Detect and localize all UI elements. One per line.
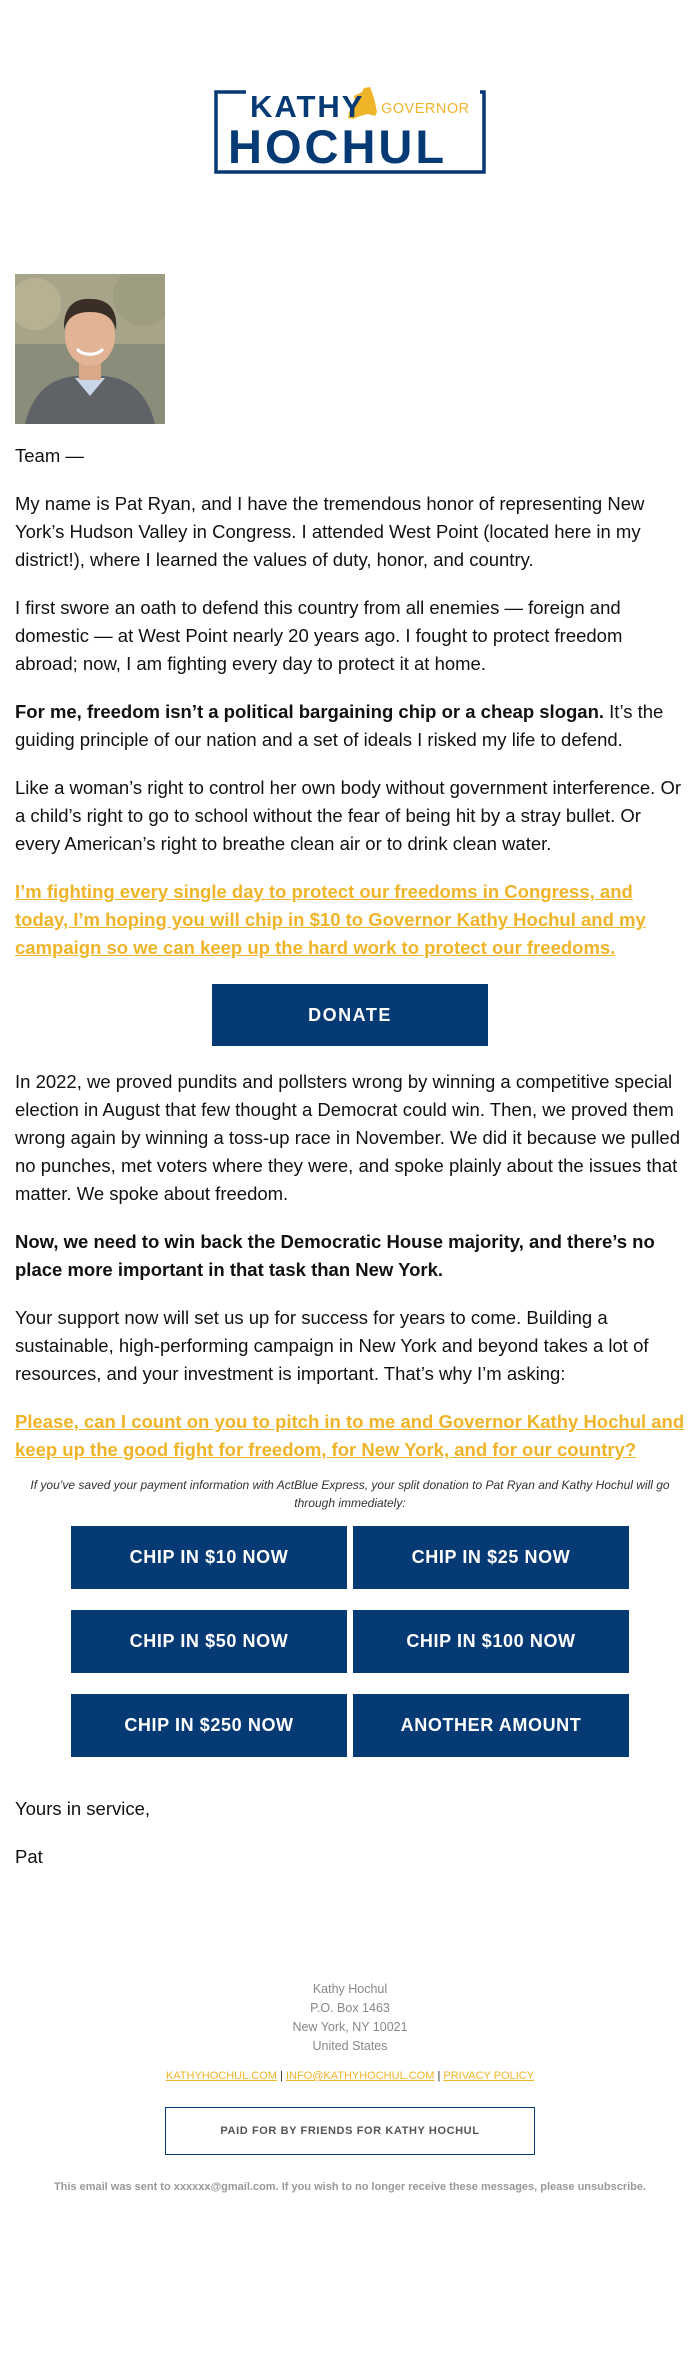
footer-country: United States xyxy=(312,2039,388,2053)
link-separator: | xyxy=(434,2070,444,2082)
paragraph-freedom xyxy=(15,698,685,754)
signature: Pat xyxy=(15,1846,43,1867)
chip-in-25-button[interactable]: CHIP IN $25 NOW xyxy=(353,1526,629,1589)
email-link[interactable]: INFO@KATHYHOCHUL.COM xyxy=(285,2070,435,2082)
chip-in-100-button[interactable]: CHIP IN $100 NOW xyxy=(353,1610,629,1673)
footer xyxy=(0,1980,700,2193)
paragraph-support: Your support now will set us up for success for years to come. Building a sustainable, high-performing campaign in New York and beyond takes a lot of resources, and your investment is important. That’s why I’m asking: xyxy=(15,1307,649,1384)
unsubscribe-note[interactable]: This email was sent to xxxxxx@gmail.com. If you wish to no longer receive these messages, please unsubscribe. xyxy=(53,2181,647,2193)
website-link[interactable]: KATHYHOCHUL.COM xyxy=(165,2070,277,2082)
chip-in-link-2[interactable]: Please, can I count on you to pitch in to me and Governor Kathy Hochul and keep up the good fight for freedom, for New York, and for our country? xyxy=(15,1411,685,1460)
paragraph-intro: My name is Pat Ryan, and I have the tremendous honor of representing New York’s Hudson Valley in Congress. I attended West Point (located here in my district!), where I learned the values of duty, honor, and country. xyxy=(15,493,645,570)
pat-ryan-photo xyxy=(15,274,165,424)
donate-wrap xyxy=(15,984,685,1046)
privacy-policy-link[interactable]: PRIVACY POLICY xyxy=(443,2070,535,2082)
footer-city: New York, NY 10021 xyxy=(292,2020,408,2034)
chip-in-250-button[interactable]: CHIP IN $250 NOW xyxy=(71,1694,347,1757)
greeting: Team — xyxy=(15,445,84,466)
chip-in-button-grid xyxy=(71,1526,629,1757)
paragraph-rights: Like a woman’s right to control her own body without government interference. Or a child’s right to go to school without the fear of being hit by a stray bullet. Or every American’s right to breathe clean air or to drink clean water. xyxy=(15,777,681,854)
chip-in-link-1[interactable]: I’m fighting every single day to protect our freedoms in Congress, and today, I’m hoping you will chip in $10 to Governor Kathy Hochul and my campaign so we can keep up the hard work to protect our freedoms. xyxy=(15,881,646,958)
closing: Yours in service, xyxy=(15,1798,151,1819)
paragraph-house-majority: Now, we need to win back the Democratic House majority, and there’s no place more important in that task than New York. xyxy=(15,1231,655,1280)
email-body xyxy=(15,442,685,1891)
footer-po-box: P.O. Box 1463 xyxy=(310,2001,390,2015)
paragraph-2022: In 2022, we proved pundits and pollsters wrong by winning a competitive special election in August that few thought a Democrat could win. Then, we proved them wrong again by winning a toss-up race in November. We did it because we pulled no punches, met voters where they were, and spoke plainly about the issues that matter. We spoke about freedom. xyxy=(15,1071,681,1204)
actblue-express-note: If you’ve saved your payment information with ActBlue Express, your split donation to Pat Ryan and Kathy Hochul will go through immediately: xyxy=(30,1478,670,1510)
link-separator: | xyxy=(276,2070,286,2082)
header xyxy=(0,0,700,240)
another-amount-button[interactable]: ANOTHER AMOUNT xyxy=(353,1694,629,1757)
freedom-bold-text: For me, freedom isn’t a political bargaining chip or a cheap slogan. xyxy=(15,701,605,722)
chip-in-10-button[interactable]: CHIP IN $10 NOW xyxy=(71,1526,347,1589)
paid-for-disclaimer: PAID FOR BY FRIENDS FOR KATHY HOCHUL xyxy=(165,2107,535,2155)
paragraph-oath: I first swore an oath to defend this country from all enemies — foreign and domestic — at West Point nearly 20 years ago. I fought to protect freedom abroad; now, I am fighting every day to protect it at home. xyxy=(15,597,623,674)
logo-last-name: HOCHUL xyxy=(228,120,448,173)
logo-office: GOVERNOR xyxy=(381,101,470,117)
footer-links xyxy=(0,2070,700,2082)
chip-in-50-button[interactable]: CHIP IN $50 NOW xyxy=(71,1610,347,1673)
logo-first-name: KATHY xyxy=(250,89,365,124)
freedom-rest-text: It’s the guiding principle of our nation and a set of ideals I risked my life to defend. xyxy=(15,701,664,750)
footer-name: Kathy Hochul xyxy=(312,1982,388,1996)
kathy-hochul-logo[interactable] xyxy=(212,86,488,176)
donate-button[interactable]: DONATE xyxy=(212,984,488,1046)
